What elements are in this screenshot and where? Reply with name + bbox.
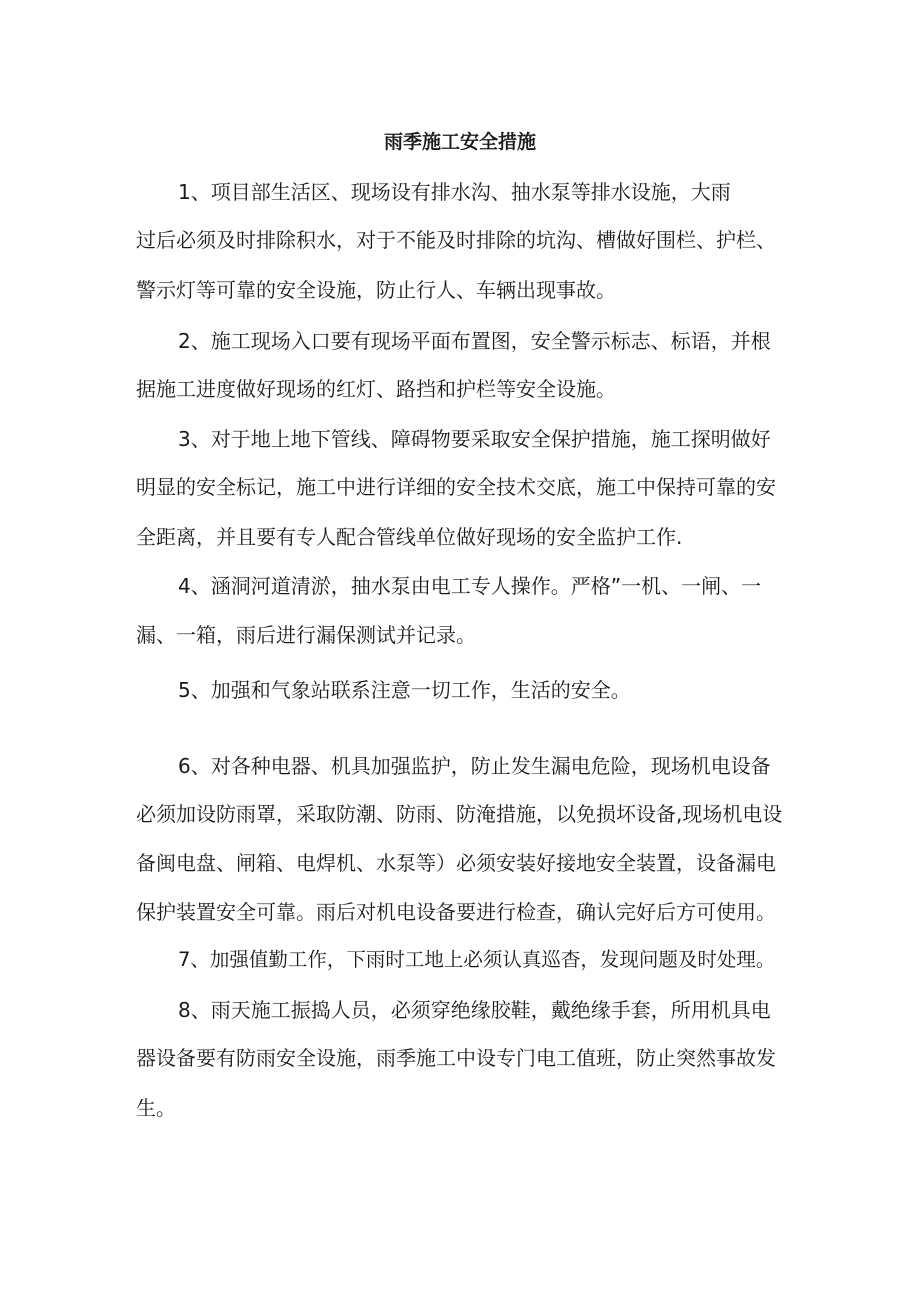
paragraph-7-line-1: 7、加强值勤工作，下雨时工地上必须认真巡杳，发现问题及时处理。 <box>178 948 776 971</box>
paragraph-6-line-1: 6、对各种电器、机具加强监护，防止发生漏电危险，现场机电设备 <box>178 754 771 778</box>
paragraph-2-line-1: 2、施工现场入口要有现场平面布置图，安全警示标志、标语，并根 <box>178 329 771 353</box>
paragraph-6-line-4: 保护装置安全可靠。雨后对机电设备要进行检查，确认完好后方可使用。 <box>136 900 776 924</box>
paragraph-8-line-2: 器设备要有防雨安全设施，雨季施工中设专门电工值班，防止突然事故发 <box>136 1046 776 1070</box>
paragraph-8-line-3: 生。 <box>136 1096 176 1120</box>
paragraph-1-line-2: 过后必须及时排除积水，对于不能及时排除的坑沟、槽做好围栏、护栏、 <box>136 228 776 252</box>
paragraph-1-line-3: 警示灯等可靠的安全设施，防止行人、车辆出现事故。 <box>136 278 616 302</box>
paragraph-6-line-2: 必须加设防雨罩，采取防潮、防雨、防淹措施，以免损坏设备,现场机电设 <box>136 802 783 826</box>
page-title: 雨季施工安全措施 <box>383 131 536 153</box>
paragraph-3-line-1: 3、对于地上地下管线、障碍物要采取安全保护措施，施工探明做好 <box>178 427 771 451</box>
paragraph-8-line-1: 8、雨天施工振捣人员，必须穿绝缘胶鞋，戴绝缘手套，所用机具电 <box>178 998 771 1022</box>
paragraph-3-line-2: 明显的安全标记，施工中进行详细的安全技术交底，施工中保持可靠的安 <box>136 475 776 499</box>
paragraph-5-line-1: 5、加强和气象站联系注意一切工作，生活的安全。 <box>178 678 631 702</box>
paragraph-1-line-1: 1、项目部生活区、现场设有排水沟、抽水泵等排水设施，大雨 <box>178 180 731 204</box>
paragraph-4-line-1: 4、涵洞河道清淤，抽水泵由电工专人操作。严格”一机、一闸、一 <box>178 574 762 598</box>
paragraph-4-line-2: 漏、一箱，雨后进行漏保测试并记录。 <box>136 623 476 647</box>
paragraph-3-line-3: 全距离，并且要有专人配合管线单位做好现场的安全监护工作. <box>136 525 683 549</box>
paragraph-2-line-2: 据施工进度做好现场的红灯、路挡和护栏等安全设施。 <box>136 377 616 401</box>
paragraph-6-line-3: 备闽电盘、闸箱、电焊机、水泵等）必须安装好接地安全装置，设备漏电 <box>136 851 776 875</box>
